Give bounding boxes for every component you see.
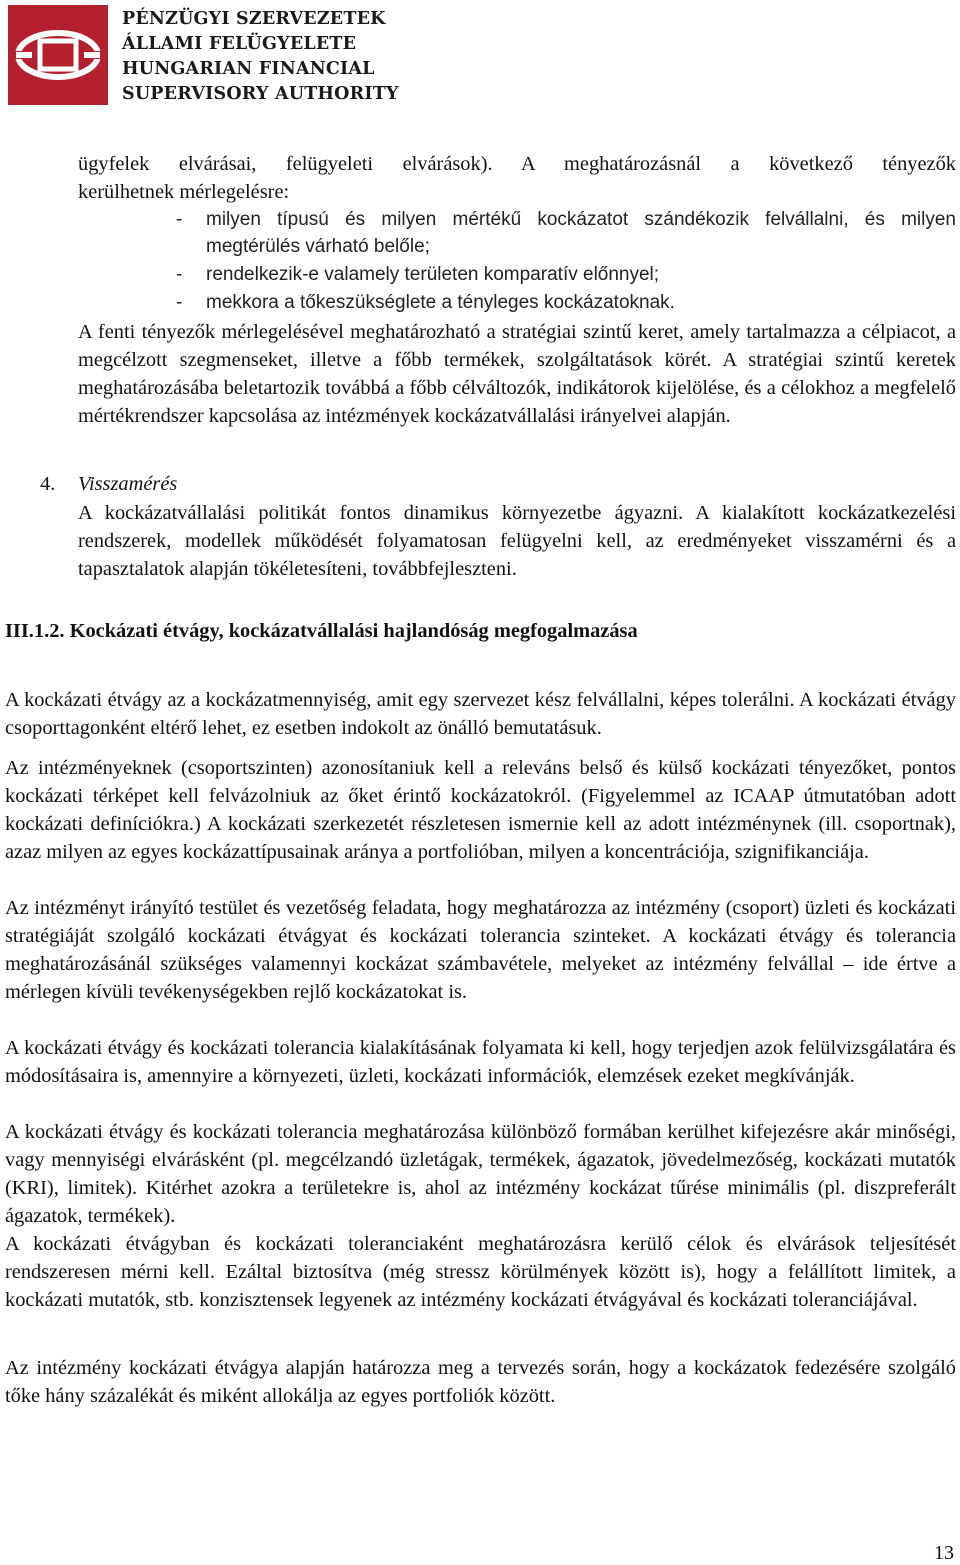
intro-line-2: kerülhetnek mérlegelésre:: [78, 181, 290, 203]
list-item-text: milyen típusú és milyen mértékű kockázatot szándékozik felvállalni, és milyen megtérülés várható belőle;: [206, 209, 956, 257]
item-number: 4.: [40, 473, 56, 495]
psza-logo: [8, 5, 108, 105]
org-name-line: HUNGARIAN FINANCIAL: [122, 59, 375, 79]
bullet-dash: -: [176, 209, 183, 230]
section-heading: III.1.2. Kockázati étvágy, kockázatvállalási hajlandóság megfogalmazása: [5, 620, 638, 642]
org-name-line: SUPERVISORY AUTHORITY: [122, 84, 399, 104]
logo-emblem-icon: [8, 5, 108, 105]
header: [8, 5, 428, 105]
intro-line-1: ügyfelek elvárásai, felügyeleti elvárások). A meghatározásnál a következő tényezők: [78, 153, 956, 175]
body-paragraph: A kockázati étvágy és kockázati tolerancia kialakításának folyamata ki kell, hogy terjedjen azok felülvizsgálatára és módosításaira is, amennyire a környezeti, üzleti, kockázati információk, elemzések ezeket megkívánják.: [5, 1037, 956, 1087]
body-paragraph: A kockázati étvágy az a kockázatmennyiség, amit egy szervezet kész felvállalni, képes tolerálni. A kockázati étvágy csoporttagonként eltérő lehet, ez esetben indokolt az önálló bemutatásuk.: [5, 689, 956, 739]
org-name-line: ÁLLAMI FELÜGYELETE: [122, 34, 357, 54]
item-title: Visszamérés: [78, 473, 178, 495]
body-paragraph: Az intézményeknek (csoportszinten) azonosítaniuk kell a releváns belső és külső kockázati tényezőket, pontos kockázati térképet kell felvázolniuk az őket érintő kockázatokról. (Figyelemmel az ICAAP útmutatóban adott kockázati definíciókra.) A kockázati szerkezetét részletesen ismernie kell az adott intézménynek (ill. csoportnak), azaz milyen az egyes kockázattípusainak aránya a portfolióban, milyen a koncentrációja, szignifikanciája.: [5, 757, 956, 863]
page-number: 13: [934, 1542, 954, 1564]
list-item-text: mekkora a tőkeszükséglete a tényleges kockázatoknak.: [206, 292, 675, 313]
item-paragraph: A kockázatvállalási politikát fontos dinamikus környezetbe ágyazni. A kialakított kockázatkezelési rendszerek, modellek működését folyamatosan felügyelni kell, az eredményeket visszamérni és a tapasztalatok alapján tökéletesíteni, továbbfejleszteni.: [78, 502, 956, 580]
body-paragraph: Az intézményt irányító testület és vezetőség feladata, hogy meghatározza az intézmény (csoport) üzleti és kockázati stratégiáját szolgáló kockázati étvágyat és kockázati tolerancia szinteket. A kockázati étvágy és tolerancia meghatározásánál szükséges valamennyi kockázat számbavétele, melyeket az intézmény felvállal – ide értve a mérlegen kívüli tevékenységekben rejlő kockázatokat is.: [5, 897, 956, 1003]
org-name: [122, 7, 399, 107]
body-paragraph: Az intézmény kockázati étvágya alapján határozza meg a tervezés során, hogy a kockázatok fedezésére szolgáló tőke hány százalékát és miként allokálja az egyes portfoliók között.: [5, 1357, 956, 1407]
body-paragraph: A kockázati étvágy és kockázati tolerancia meghatározása különböző formában kerülhet kifejezésre akár minőségi, vagy mennyiségi elvárásként (pl. megcélzandó üzletágak, termékek, ágazatok, jövedelmezőség, kockázati mutatók (KRI), limitek). Kitérhet azokra a területekre is, ahol az intézmény kockázat tűrése minimális (pl. diszpreferált ágazatok, termékek).: [5, 1121, 956, 1227]
bullet-dash: -: [176, 264, 183, 285]
body-paragraph: A kockázati étvágyban és kockázati toleranciaként meghatározásra kerülő célok és elvárások teljesítését rendszeresen mérni kell. Ezáltal biztosítva (még stressz körülmények között is), hogy a felállított limitek, a kockázati mutatók, stb. konzisztensek legyenek az intézmény kockázati étvágyával és kockázati toleranciájával.: [5, 1233, 956, 1311]
bullet-dash: -: [176, 292, 183, 313]
strategy-paragraph: A fenti tényezők mérlegelésével meghatározható a stratégiai szintű keret, amely tartalmazza a célpiacot, a megcélzott szegmenseket, illetve a főbb termékek, szolgáltatások körét. A stratégiai szintű keretek meghatározásába beletartozik továbbá a főbb célváltozók, indikátorok kijelölése, és a célokhoz a megfelelő mértékrendszer kapcsolása az intézmények kockázatvállalási irányelvei alapján.: [78, 321, 956, 427]
org-name-line: PÉNZÜGYI SZERVEZETEK: [122, 9, 386, 29]
list-item-text: rendelkezik-e valamely területen komparatív előnnyel;: [206, 264, 660, 285]
